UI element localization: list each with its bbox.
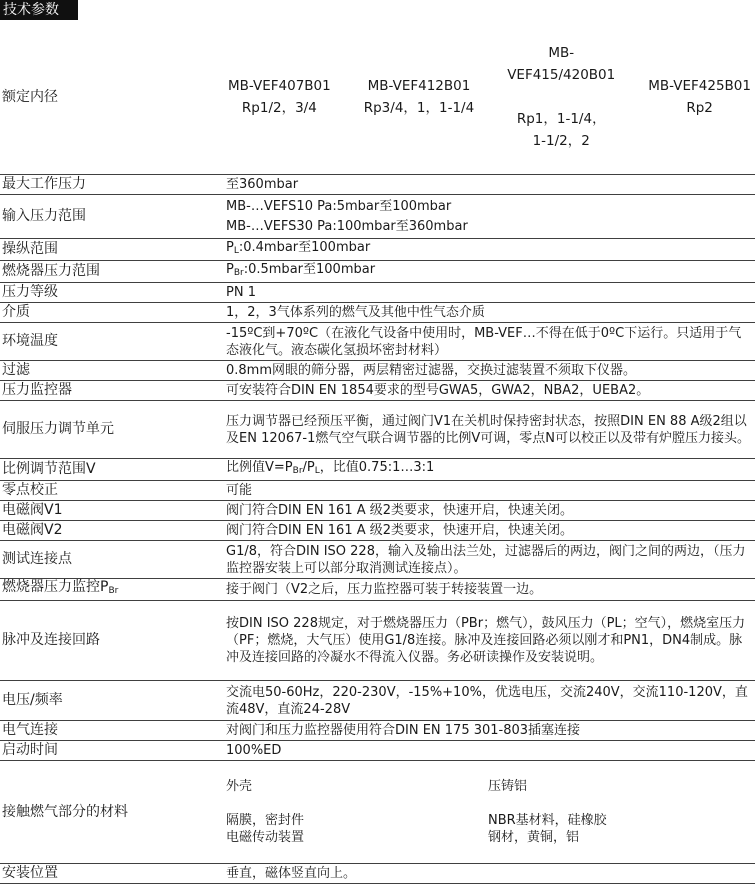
spec-row xyxy=(0,303,755,323)
row-label: 操纵范围 xyxy=(0,239,222,261)
row-label: 燃烧器压力监控$P_{Br}$ xyxy=(0,579,222,601)
model-column xyxy=(648,75,751,119)
model-size: Rp1，1-1/4， 1-1/2，2 xyxy=(516,111,606,149)
row-label: 环境温度 xyxy=(0,323,222,361)
spec-row xyxy=(0,175,755,195)
row-label: 电磁阀V1 xyxy=(0,501,222,521)
spec-row xyxy=(0,239,755,261)
model-name: MB- VEF415/420B01 xyxy=(507,45,616,83)
materials-left-title: 外壳 xyxy=(226,779,253,794)
materials-cell xyxy=(222,761,755,864)
spec-row-models xyxy=(0,20,755,175)
spec-row xyxy=(0,283,755,303)
spec-table xyxy=(0,20,755,884)
row-label: 安装位置 xyxy=(0,864,222,884)
spec-row xyxy=(0,361,755,381)
model-name: MB-VEF407B01 xyxy=(228,78,331,94)
model-name: MB-VEF425B01 xyxy=(648,78,751,94)
spec-row xyxy=(0,681,755,721)
spec-row xyxy=(0,459,755,481)
row-value: G1/8，符合DIN ISO 228，输入及输出法兰处，过滤器后的两边，阀门之间的两边，（压力监控器安装上可以部分取消测试连接点）。 xyxy=(222,541,755,579)
row-value: 阀门符合DIN EN 161 A 级2类要求，快速开启，快速关闭。 xyxy=(222,501,755,521)
row-value: 垂直，磁体竖直向上。 xyxy=(222,864,755,884)
model-column xyxy=(364,75,474,119)
row-value: $P_{Br}:0.5mbar$至100mbar xyxy=(222,261,755,283)
materials-right xyxy=(488,761,753,863)
row-label: 脉冲及连接回路 xyxy=(0,601,222,681)
spec-row xyxy=(0,323,755,361)
row-value: PN 1 xyxy=(222,283,755,303)
row-label: 输入压力范围 xyxy=(0,195,222,239)
row-value: 可能 xyxy=(222,481,755,501)
spec-row xyxy=(0,521,755,541)
row-label: 伺服压力调节单元 xyxy=(0,401,222,459)
spec-row-materials xyxy=(0,761,755,864)
spec-row xyxy=(0,541,755,579)
row-label: 零点校正 xyxy=(0,481,222,501)
row-label: 电压/频率 xyxy=(0,681,222,721)
row-value: 阀门符合DIN EN 161 A 级2类要求，快速开启，快速关闭。 xyxy=(222,521,755,541)
row-value: 1，2，3气体系列的燃气及其他中性气态介质 xyxy=(222,303,755,323)
row-label: 额定内径 xyxy=(0,20,222,175)
spec-row xyxy=(0,401,755,459)
row-label: 压力监控器 xyxy=(0,381,222,401)
row-label: 燃烧器压力范围 xyxy=(0,261,222,283)
model-size: Rp3/4，1，1-1/4 xyxy=(363,100,475,116)
row-label: 启动时间 xyxy=(0,741,222,761)
row-value: 对阀门和压力监控器使用符合DIN EN 175 301-803插塞连接 xyxy=(222,721,755,741)
row-label: 压力等级 xyxy=(0,283,222,303)
spec-row xyxy=(0,741,755,761)
row-value: 接于阀门（V2之后，压力监控器可装于转接装置一边。 xyxy=(222,579,755,601)
spec-row xyxy=(0,381,755,401)
row-value: 交流电50-60Hz，220-230V，-15%+10%，优选电压，交流240V，交流110-120V，直流48V，直流24-28V xyxy=(222,681,755,721)
row-label: 测试连接点 xyxy=(0,541,222,579)
row-value: MB-…VEFS10 Pa:5mbar至100mbar MB-…VEFS30 Pa:100mbar至360mbar xyxy=(222,195,755,239)
row-value: 可安装符合DIN EN 1854要求的型号GWA5，GWA2，NBA2，UEBA2。 xyxy=(222,381,755,401)
row-label: 最大工作压力 xyxy=(0,175,222,195)
spec-row xyxy=(0,195,755,239)
spec-row xyxy=(0,601,755,681)
row-value: -15ºC到+70ºC（在液化气设备中使用时，MB-VEF…不得在低于0ºC下运行。只适用于气态液化气。液态碳化氢损坏密封材料） xyxy=(222,323,755,361)
materials-left xyxy=(226,761,488,863)
row-value: 至360mbar xyxy=(222,175,755,195)
row-label: 接触燃气部分的材料 xyxy=(0,761,222,864)
model-column xyxy=(228,75,331,119)
row-value: 100%ED xyxy=(222,741,755,761)
spec-row xyxy=(0,481,755,501)
materials-right-title: 压铸铝 xyxy=(488,779,528,794)
section-title: 技术参数 xyxy=(0,0,78,20)
row-label: 过滤 xyxy=(0,361,222,381)
spec-row xyxy=(0,261,755,283)
row-label: 电气连接 xyxy=(0,721,222,741)
spec-row xyxy=(0,579,755,601)
models-cell xyxy=(222,20,755,175)
row-value: 按DIN ISO 228规定，对于燃烧器压力（PBr；燃气），鼓风压力（PL；空气），燃烧室压力（PF；燃烧，大气压）使用G1/8连接。脉冲及连接回路必须以刚才和PN1，DN4制成。脉冲及连接回路的冷凝水不得流入仪器。务必研读操作及安装说明。 xyxy=(222,601,755,681)
row-value: 比例值$V=P_{Br}/P_L$，比值0.75:1…3:1 xyxy=(222,459,755,481)
row-value: $P_L:0.4mbar$至100mbar xyxy=(222,239,755,261)
row-label: 电磁阀V2 xyxy=(0,521,222,541)
materials-right-items: NBR基材料，硅橡胶 钢材，黄铜，铝 xyxy=(488,813,607,845)
model-name: MB-VEF412B01 xyxy=(367,78,471,94)
spec-row xyxy=(0,721,755,741)
row-label: 比例调节范围V xyxy=(0,459,222,481)
row-label: 介质 xyxy=(0,303,222,323)
model-column xyxy=(507,20,615,174)
spec-row xyxy=(0,864,755,884)
spec-row xyxy=(0,501,755,521)
model-size: Rp2 xyxy=(686,100,713,116)
row-value: 压力调节器已经预压平衡，通过阀门V1在关机时保持密封状态，按照DIN EN 88 A级2组以及EN 12067-1燃气空气联合调节器的比例V可调，零点N可以校正以及带有炉膛压力接头。 xyxy=(222,401,755,459)
materials-left-items: 隔膜，密封件 电磁传动装置 xyxy=(226,813,305,845)
model-size: Rp1/2，3/4 xyxy=(241,100,317,116)
row-value: 0.8mm网眼的筛分器，两层精密过滤器，交换过滤装置不须取下仪器。 xyxy=(222,361,755,381)
